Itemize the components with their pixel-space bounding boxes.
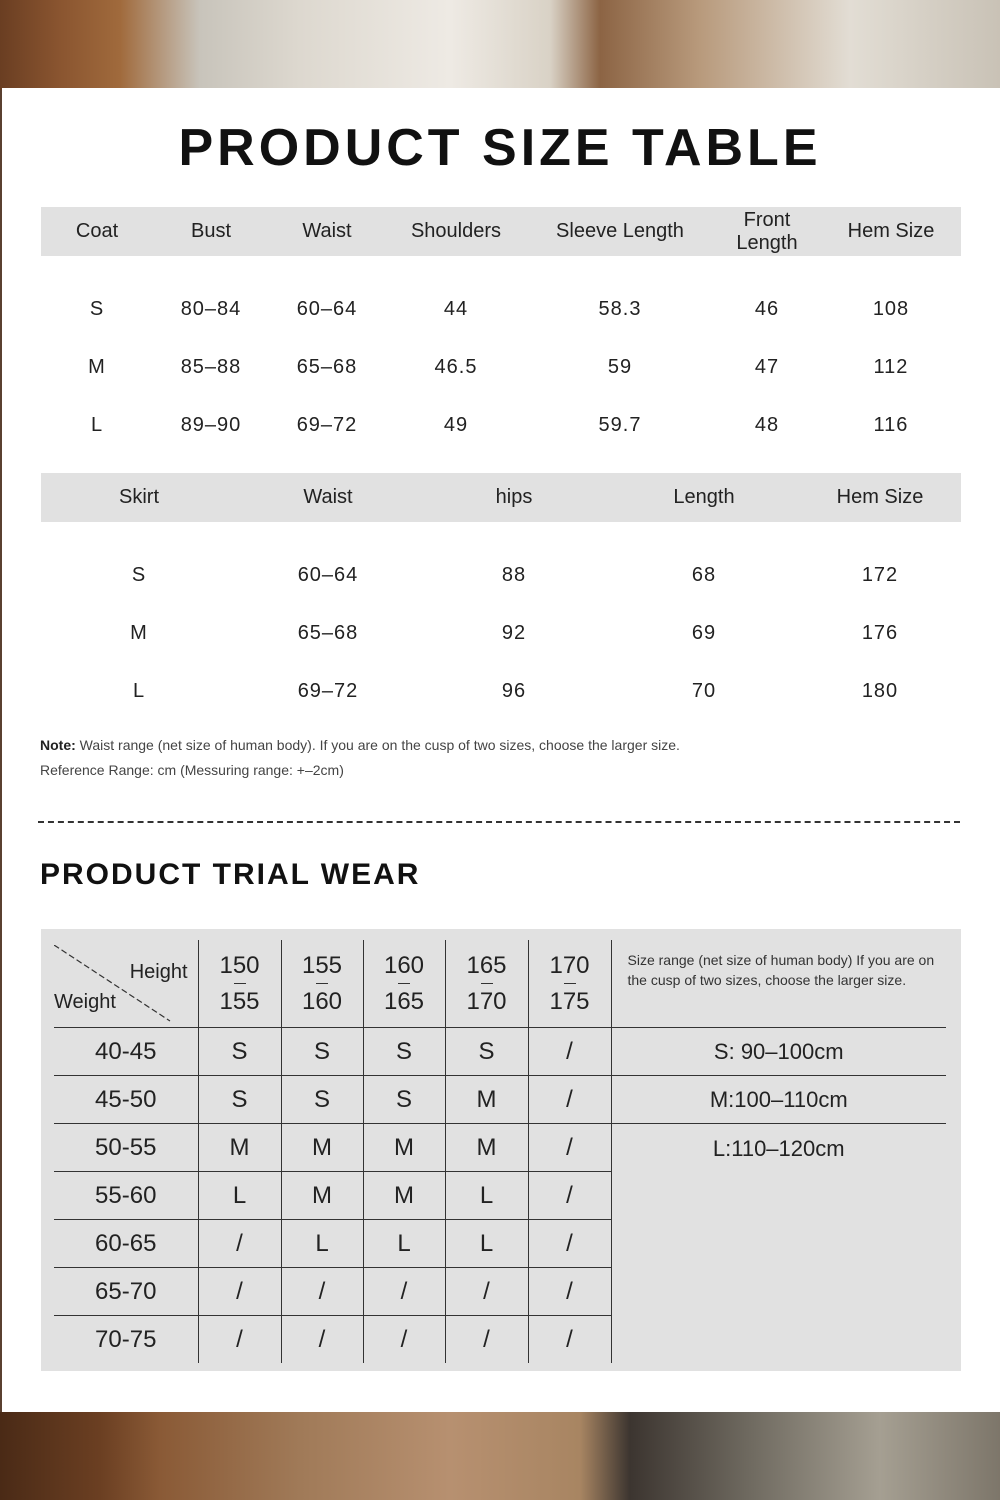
table-cell: M [88, 355, 106, 378]
size-cell: L [198, 1172, 281, 1220]
height-from: 150 [219, 951, 260, 979]
table-cell: 60–64 [296, 297, 358, 320]
table-cell: 69 [691, 621, 717, 644]
height-from: 155 [301, 951, 343, 979]
column-header: Waist [269, 207, 385, 256]
size-cell: M [198, 1124, 281, 1172]
table-cell: 80–84 [180, 297, 242, 320]
table-cell: 65–68 [296, 355, 358, 378]
table-cell: 59 [607, 355, 633, 378]
table-cell: 112 [873, 355, 909, 378]
table-cell: 180 [861, 679, 899, 702]
table-cell: S [131, 563, 147, 586]
size-cell: / [198, 1316, 281, 1364]
size-cell: L [281, 1220, 363, 1268]
height-to: 170 [466, 987, 507, 1015]
height-column-header [528, 940, 611, 1028]
table-cell: M [130, 621, 148, 644]
height-column-header [198, 940, 281, 1028]
weight-cell: 65-70 [54, 1268, 198, 1316]
weight-cell: 45-50 [54, 1076, 198, 1124]
table-cell: 46.5 [434, 355, 478, 378]
table-row [41, 546, 961, 604]
size-cell: S [445, 1028, 528, 1076]
table-cell: 46 [754, 297, 780, 320]
page-title: PRODUCT SIZE TABLE [178, 119, 822, 177]
size-cell: M [281, 1124, 363, 1172]
size-cell: / [528, 1316, 611, 1364]
table-cell: 89–90 [180, 413, 242, 436]
trial-row [54, 1124, 946, 1172]
column-header: Coat [41, 207, 153, 256]
table-cell: 85–88 [180, 355, 242, 378]
table-cell: L [132, 679, 146, 702]
height-column-header [281, 940, 363, 1028]
table-cell: 92 [501, 621, 527, 644]
size-cell: S [198, 1076, 281, 1124]
table-cell: 88 [501, 563, 527, 586]
table-cell: 69–72 [296, 413, 358, 436]
table-cell: 47 [754, 355, 780, 378]
height-label: Height [129, 961, 188, 983]
skirt-size-table [41, 473, 961, 720]
table-cell: 69–72 [297, 679, 359, 702]
weight-cell: 55-60 [54, 1172, 198, 1220]
height-to: 165 [383, 987, 425, 1015]
height-to: 175 [549, 987, 590, 1015]
column-header: Sleeve Length [527, 207, 713, 256]
table-row [41, 338, 961, 396]
table-cell: 48 [754, 413, 780, 436]
trial-header-row [54, 940, 946, 1028]
column-header: Hem Size [821, 207, 961, 256]
trial-row [54, 1028, 946, 1076]
dashed-divider [38, 821, 960, 823]
size-cell: L [445, 1172, 528, 1220]
column-header: Front Length [713, 207, 821, 256]
size-cell: / [528, 1220, 611, 1268]
height-to: 155 [219, 987, 260, 1015]
table-row [41, 280, 961, 338]
size-range-note: Size range (net size of human body) If you are on the cusp of two sizes, choose the larger size. [627, 952, 935, 988]
table-cell: 65–68 [297, 621, 359, 644]
height-to: 160 [301, 987, 343, 1015]
size-cell: L [363, 1220, 445, 1268]
size-cell: M [445, 1124, 528, 1172]
column-header: Length [609, 473, 799, 522]
size-cell: / [363, 1268, 445, 1316]
size-range-l: L:110–120cm [611, 1124, 946, 1364]
weight-cell: 60-65 [54, 1220, 198, 1268]
coat-size-table [41, 207, 961, 454]
table-cell: 96 [501, 679, 527, 702]
table-cell: L [90, 413, 104, 436]
size-note [40, 737, 680, 753]
table-cell: 68 [691, 563, 717, 586]
trial-wear-table [54, 940, 946, 1363]
column-header: Hem Size [799, 473, 961, 522]
weight-cell: 70-75 [54, 1316, 198, 1364]
background-photo-top [0, 0, 1000, 90]
weight-cell: 50-55 [54, 1124, 198, 1172]
size-cell: / [528, 1124, 611, 1172]
table-cell: 49 [443, 413, 469, 436]
size-cell: / [445, 1268, 528, 1316]
size-cell: / [528, 1172, 611, 1220]
column-header: Waist [237, 473, 419, 522]
background-photo-bottom [0, 1412, 1000, 1500]
size-cell: / [445, 1316, 528, 1364]
table-cell: 70 [691, 679, 717, 702]
skirt-header-row [41, 473, 961, 522]
table-cell: 116 [873, 413, 909, 436]
table-cell: 44 [443, 297, 469, 320]
size-cell: / [281, 1316, 363, 1364]
table-cell: 58.3 [598, 297, 642, 320]
height-column-header [445, 940, 528, 1028]
diagonal-header-cell [54, 940, 198, 1028]
size-cell: S [281, 1028, 363, 1076]
size-cell: / [528, 1076, 611, 1124]
table-row [41, 604, 961, 662]
size-range-s: S: 90–100cm [611, 1028, 946, 1076]
table-cell: 59.7 [598, 413, 642, 436]
column-header: Shoulders [385, 207, 527, 256]
note-label: Note: [40, 737, 76, 753]
column-header: Bust [153, 207, 269, 256]
table-cell: 176 [861, 621, 899, 644]
size-cell: S [281, 1076, 363, 1124]
size-cell: / [528, 1028, 611, 1076]
table-cell: 108 [872, 297, 910, 320]
height-from: 170 [549, 951, 590, 979]
size-cell: L [445, 1220, 528, 1268]
size-cell: M [363, 1172, 445, 1220]
table-cell: S [89, 297, 105, 320]
table-cell: 60–64 [297, 563, 359, 586]
weight-cell: 40-45 [54, 1028, 198, 1076]
size-cell: M [445, 1076, 528, 1124]
weight-label: Weight [54, 991, 116, 1013]
size-cell: / [198, 1220, 281, 1268]
reference-range: Reference Range: cm (Messuring range: +–2cm) [40, 762, 344, 778]
size-cell: S [363, 1076, 445, 1124]
size-cell: / [281, 1268, 363, 1316]
note-text: Waist range (net size of human body). If you are on the cusp of two sizes, choose the larger size. [75, 737, 680, 753]
coat-header-row [41, 207, 961, 256]
table-cell: 172 [861, 563, 899, 586]
size-range-m: M:100–110cm [611, 1076, 946, 1124]
size-cell: S [363, 1028, 445, 1076]
size-cell: / [363, 1316, 445, 1364]
size-cell: / [528, 1268, 611, 1316]
height-from: 160 [383, 951, 425, 979]
size-cell: / [198, 1268, 281, 1316]
trial-row [54, 1076, 946, 1124]
column-header: hips [419, 473, 609, 522]
size-cell: S [198, 1028, 281, 1076]
table-row [41, 662, 961, 720]
column-header: Skirt [41, 473, 237, 522]
height-from: 165 [466, 951, 507, 979]
table-row [41, 396, 961, 454]
height-column-header [363, 940, 445, 1028]
size-cell: M [281, 1172, 363, 1220]
size-cell: M [363, 1124, 445, 1172]
trial-title: PRODUCT TRIAL WEAR [40, 858, 421, 891]
